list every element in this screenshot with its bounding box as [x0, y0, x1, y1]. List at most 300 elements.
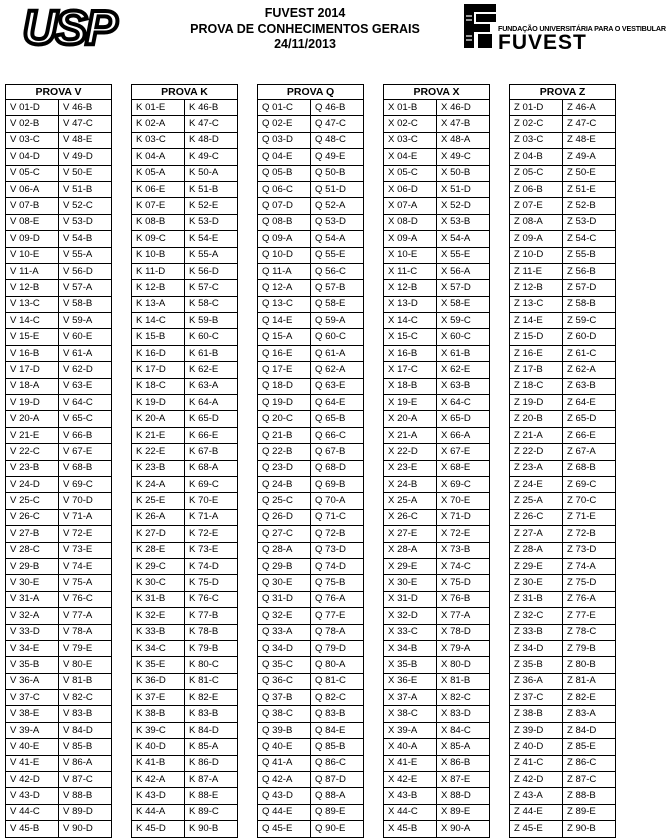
answer-cell: K 24-A	[132, 476, 185, 492]
answer-cell: X 86-B	[437, 755, 490, 771]
answer-cell: X 19-E	[384, 395, 437, 411]
answer-cell: Q 62-A	[311, 362, 364, 378]
table-row	[384, 493, 490, 509]
table-row	[258, 526, 364, 542]
answer-cell: X 10-E	[384, 247, 437, 263]
answer-cell: X 84-C	[437, 722, 490, 738]
answer-cell: K 08-B	[132, 214, 185, 230]
answer-cell: Q 66-C	[311, 427, 364, 443]
answer-cell: V 79-E	[59, 640, 112, 656]
answer-cell: Q 83-B	[311, 706, 364, 722]
answer-cell: X 24-B	[384, 476, 437, 492]
answer-cell: V 85-B	[59, 739, 112, 755]
table-row	[258, 558, 364, 574]
table-row	[6, 804, 112, 820]
answer-cell: X 02-C	[384, 116, 437, 132]
answer-cell: X 77-A	[437, 608, 490, 624]
answer-cell: Q 79-D	[311, 640, 364, 656]
table-row	[510, 722, 616, 738]
answer-cell: V 78-A	[59, 624, 112, 640]
answer-cell: Z 41-C	[510, 755, 563, 771]
answer-cell: V 33-D	[6, 624, 59, 640]
answer-cell: X 47-B	[437, 116, 490, 132]
answer-cell: X 58-E	[437, 296, 490, 312]
answer-cell: Z 70-C	[563, 493, 616, 509]
answer-cell: K 57-C	[185, 280, 238, 296]
answer-cell: V 75-A	[59, 575, 112, 591]
answer-cell: Z 34-D	[510, 640, 563, 656]
answer-cell: Z 59-C	[563, 313, 616, 329]
answer-cell: V 59-A	[59, 313, 112, 329]
answer-cell: V 69-C	[59, 476, 112, 492]
answer-cell: K 15-B	[132, 329, 185, 345]
answer-cell: Z 24-E	[510, 476, 563, 492]
answer-cell: Q 55-E	[311, 247, 364, 263]
answer-cell: V 11-A	[6, 263, 59, 279]
table-row	[258, 493, 364, 509]
answer-cell: K 17-D	[132, 362, 185, 378]
answer-cell: Q 45-E	[258, 821, 311, 837]
answer-cell: Z 55-B	[563, 247, 616, 263]
answer-cell: K 39-C	[132, 722, 185, 738]
answer-cell: K 60-C	[185, 329, 238, 345]
answer-cell: X 55-E	[437, 247, 490, 263]
table-row	[258, 198, 364, 214]
answer-cell: X 44-C	[384, 804, 437, 820]
answer-cell: Z 38-B	[510, 706, 563, 722]
table-row	[6, 788, 112, 804]
answer-cell: V 77-A	[59, 608, 112, 624]
answer-cell: K 21-E	[132, 427, 185, 443]
table-row	[384, 526, 490, 542]
answer-cell: Z 14-E	[510, 313, 563, 329]
answer-cell: X 75-D	[437, 575, 490, 591]
answer-cell: Z 07-E	[510, 198, 563, 214]
table-row	[6, 542, 112, 558]
answer-cell: V 90-D	[59, 821, 112, 837]
table-row	[6, 345, 112, 361]
answer-cell: X 22-D	[384, 444, 437, 460]
table-row	[510, 509, 616, 525]
answer-cell: Z 85-E	[563, 739, 616, 755]
answer-cell: Z 03-C	[510, 132, 563, 148]
answer-cell: Z 11-E	[510, 263, 563, 279]
answer-cell: X 14-C	[384, 313, 437, 329]
answer-cell: Q 88-A	[311, 788, 364, 804]
table-row	[384, 575, 490, 591]
answer-cell: X 01-B	[384, 100, 437, 116]
table-row	[510, 608, 616, 624]
table-row	[132, 821, 238, 837]
table-row	[384, 427, 490, 443]
answer-cell: X 79-A	[437, 640, 490, 656]
answer-cell: V 36-A	[6, 673, 59, 689]
table-row	[6, 444, 112, 460]
answer-cell: V 57-A	[59, 280, 112, 296]
answer-cell: X 25-A	[384, 493, 437, 509]
answer-cell: Q 49-E	[311, 149, 364, 165]
answer-cell: K 19-D	[132, 395, 185, 411]
answer-cell: V 43-D	[6, 788, 59, 804]
table-row	[258, 280, 364, 296]
answer-cell: Z 37-C	[510, 690, 563, 706]
answer-cell: Z 27-A	[510, 526, 563, 542]
answer-cell: Q 33-A	[258, 624, 311, 640]
answer-cell: X 49-C	[437, 149, 490, 165]
answer-cell: Z 01-D	[510, 100, 563, 116]
answer-cell: Z 06-B	[510, 181, 563, 197]
answer-cell: V 82-C	[59, 690, 112, 706]
answer-cell: K 09-C	[132, 231, 185, 247]
table-row	[510, 149, 616, 165]
answer-cell: X 17-C	[384, 362, 437, 378]
table-row	[510, 739, 616, 755]
table-row	[258, 706, 364, 722]
table-row	[132, 362, 238, 378]
answer-cell: V 04-D	[6, 149, 59, 165]
answer-cell: Q 69-B	[311, 476, 364, 492]
table-row	[510, 231, 616, 247]
table-row	[510, 395, 616, 411]
table-row	[132, 313, 238, 329]
table-row	[384, 624, 490, 640]
answer-cell: X 54-A	[437, 231, 490, 247]
table-row	[258, 395, 364, 411]
table-row	[132, 116, 238, 132]
answer-cell: Q 14-E	[258, 313, 311, 329]
answer-cell: V 16-B	[6, 345, 59, 361]
table-row	[132, 329, 238, 345]
answer-cell: Q 27-C	[258, 526, 311, 542]
fuvest-subtitle: FUNDAÇÃO UNIVERSITÁRIA PARA O VESTIBULAR	[498, 24, 666, 33]
table-row	[258, 542, 364, 558]
answer-cell: X 23-E	[384, 460, 437, 476]
answer-cell: K 23-B	[132, 460, 185, 476]
answer-cell: Z 74-A	[563, 558, 616, 574]
table-row	[132, 542, 238, 558]
table-row	[6, 640, 112, 656]
answer-cell: K 02-A	[132, 116, 185, 132]
table-row	[384, 444, 490, 460]
answer-cell: V 48-E	[59, 132, 112, 148]
answer-cell: V 03-C	[6, 132, 59, 148]
table-row	[6, 493, 112, 509]
table-row	[6, 739, 112, 755]
answer-cell: K 22-E	[132, 444, 185, 460]
table-row	[510, 788, 616, 804]
answer-cell: K 75-D	[185, 575, 238, 591]
answer-cell: V 06-A	[6, 181, 59, 197]
table-row	[384, 821, 490, 837]
answer-cell: X 69-C	[437, 476, 490, 492]
answer-cell: Q 57-B	[311, 280, 364, 296]
answer-cell: X 53-B	[437, 214, 490, 230]
answer-cell: X 80-D	[437, 657, 490, 673]
table-row	[384, 296, 490, 312]
table-row	[132, 427, 238, 443]
exam-subtitle: PROVA DE CONHECIMENTOS GERAIS	[190, 21, 420, 36]
answer-cell: Z 87-C	[563, 772, 616, 788]
answer-cell: X 66-A	[437, 427, 490, 443]
table-row	[258, 329, 364, 345]
answer-cell: Q 74-D	[311, 558, 364, 574]
answer-cell: X 68-E	[437, 460, 490, 476]
answer-cell: K 16-D	[132, 345, 185, 361]
answer-cell: Z 75-D	[563, 575, 616, 591]
answer-cell: V 14-C	[6, 313, 59, 329]
answer-cell: Q 75-B	[311, 575, 364, 591]
answer-cell: K 86-D	[185, 755, 238, 771]
answer-cell: V 21-E	[6, 427, 59, 443]
answer-cell: X 85-A	[437, 739, 490, 755]
table-row	[6, 755, 112, 771]
answer-cell: Q 54-A	[311, 231, 364, 247]
answer-cell: Z 69-C	[563, 476, 616, 492]
answer-cell: X 83-D	[437, 706, 490, 722]
answer-cell: K 88-E	[185, 788, 238, 804]
answer-cell: X 05-C	[384, 165, 437, 181]
answer-table-q	[257, 84, 364, 838]
answer-cell: K 69-C	[185, 476, 238, 492]
answer-cell: Q 51-D	[311, 181, 364, 197]
answer-cell: Z 84-D	[563, 722, 616, 738]
answer-cell: V 34-E	[6, 640, 59, 656]
table-row	[132, 280, 238, 296]
table-row	[258, 231, 364, 247]
answer-cell: Z 05-C	[510, 165, 563, 181]
answer-cell: V 61-A	[59, 345, 112, 361]
table-row	[510, 411, 616, 427]
answer-cell: Q 63-E	[311, 378, 364, 394]
answer-cell: V 12-B	[6, 280, 59, 296]
table-row	[510, 657, 616, 673]
answer-cell: V 52-C	[59, 198, 112, 214]
answer-cell: Q 82-C	[311, 690, 364, 706]
answer-cell: K 53-D	[185, 214, 238, 230]
table-row	[258, 509, 364, 525]
answer-cell: Z 08-A	[510, 214, 563, 230]
table-row	[258, 460, 364, 476]
answer-cell: K 72-E	[185, 526, 238, 542]
answer-cell: X 08-D	[384, 214, 437, 230]
answer-cell: V 58-B	[59, 296, 112, 312]
answer-cell: K 66-E	[185, 427, 238, 443]
answer-cell: X 78-D	[437, 624, 490, 640]
answer-cell: Z 82-E	[563, 690, 616, 706]
answer-cell: Z 86-C	[563, 755, 616, 771]
answer-cell: Q 67-B	[311, 444, 364, 460]
answer-cell: X 21-A	[384, 427, 437, 443]
table-row	[384, 378, 490, 394]
answer-cell: V 22-C	[6, 444, 59, 460]
answer-cell: V 13-C	[6, 296, 59, 312]
table-row	[258, 411, 364, 427]
table-row	[258, 755, 364, 771]
answer-cell: X 90-A	[437, 821, 490, 837]
answer-cell: V 76-C	[59, 591, 112, 607]
table-row	[384, 247, 490, 263]
answer-cell: K 07-E	[132, 198, 185, 214]
answer-cell: Q 22-B	[258, 444, 311, 460]
answer-cell: V 83-B	[59, 706, 112, 722]
answer-cell: Z 44-E	[510, 804, 563, 820]
table-row	[6, 690, 112, 706]
table-row	[258, 788, 364, 804]
answer-cell: K 03-C	[132, 132, 185, 148]
answer-cell: Z 65-D	[563, 411, 616, 427]
table-row	[510, 673, 616, 689]
answer-cell: V 47-C	[59, 116, 112, 132]
answer-cell: Q 17-E	[258, 362, 311, 378]
table-row	[384, 362, 490, 378]
table-row	[510, 804, 616, 820]
answer-cell: K 42-A	[132, 772, 185, 788]
answer-cell: X 39-A	[384, 722, 437, 738]
answer-cell: K 06-E	[132, 181, 185, 197]
table-row	[132, 755, 238, 771]
answer-cell: Q 29-B	[258, 558, 311, 574]
table-row	[510, 558, 616, 574]
answer-table-k	[131, 84, 238, 838]
fuvest-mark-icon	[462, 2, 498, 50]
table-row	[510, 198, 616, 214]
answer-table-title: PROVA K	[132, 85, 238, 100]
table-row	[384, 100, 490, 116]
table-row	[510, 181, 616, 197]
answer-cell: X 13-D	[384, 296, 437, 312]
table-row	[258, 739, 364, 755]
answer-table-x	[383, 84, 490, 838]
table-row	[6, 231, 112, 247]
answer-cell: V 62-D	[59, 362, 112, 378]
table-row	[258, 673, 364, 689]
answer-cell: X 09-A	[384, 231, 437, 247]
table-row	[384, 313, 490, 329]
answer-cell: X 16-B	[384, 345, 437, 361]
table-row	[258, 608, 364, 624]
table-row	[384, 263, 490, 279]
usp-logo-text: USP	[22, 2, 116, 55]
answer-cell: X 36-E	[384, 673, 437, 689]
table-row	[6, 673, 112, 689]
answer-cell: Z 35-B	[510, 657, 563, 673]
answer-cell: Z 64-E	[563, 395, 616, 411]
answer-cell: V 84-D	[59, 722, 112, 738]
table-row	[384, 181, 490, 197]
answer-cell: X 81-B	[437, 673, 490, 689]
answer-cell: X 87-E	[437, 772, 490, 788]
answer-cell: K 01-E	[132, 100, 185, 116]
answer-cell: X 56-A	[437, 263, 490, 279]
table-row	[132, 460, 238, 476]
answer-cell: K 70-E	[185, 493, 238, 509]
answer-cell: Z 25-A	[510, 493, 563, 509]
table-row	[132, 673, 238, 689]
table-row	[258, 345, 364, 361]
answer-cell: K 37-E	[132, 690, 185, 706]
answer-cell: K 58-C	[185, 296, 238, 312]
answer-cell: Z 22-D	[510, 444, 563, 460]
answer-cell: Z 72-B	[563, 526, 616, 542]
table-row	[132, 132, 238, 148]
answer-cell: V 01-D	[6, 100, 59, 116]
answer-cell: Z 45-E	[510, 821, 563, 837]
answer-cell: X 11-C	[384, 263, 437, 279]
table-row	[384, 558, 490, 574]
answer-cell: Z 20-B	[510, 411, 563, 427]
table-row	[384, 788, 490, 804]
answer-cell: V 72-E	[59, 526, 112, 542]
answer-cell: V 24-D	[6, 476, 59, 492]
answer-cell: Z 77-E	[563, 608, 616, 624]
table-row	[132, 296, 238, 312]
answer-cell: Z 16-E	[510, 345, 563, 361]
answer-cell: Q 21-B	[258, 427, 311, 443]
answer-cell: Z 63-B	[563, 378, 616, 394]
answer-table-title: PROVA Q	[258, 85, 364, 100]
answer-cell: X 62-E	[437, 362, 490, 378]
answer-cell: Q 70-A	[311, 493, 364, 509]
answer-cell: Z 43-A	[510, 788, 563, 804]
table-row	[132, 149, 238, 165]
answer-cell: X 12-B	[384, 280, 437, 296]
answer-cell: V 19-D	[6, 395, 59, 411]
table-row	[6, 214, 112, 230]
answer-cell: Z 78-C	[563, 624, 616, 640]
answer-cell: X 20-A	[384, 411, 437, 427]
answer-cell: Q 06-C	[258, 181, 311, 197]
answer-cell: Z 50-E	[563, 165, 616, 181]
answer-cell: Z 80-B	[563, 657, 616, 673]
answer-cell: Z 56-B	[563, 263, 616, 279]
answer-cell: V 73-E	[59, 542, 112, 558]
answer-cell: Q 47-C	[311, 116, 364, 132]
answer-cell: K 48-D	[185, 132, 238, 148]
answer-cell: X 42-E	[384, 772, 437, 788]
answer-cell: Z 79-B	[563, 640, 616, 656]
answer-cell: Q 87-D	[311, 772, 364, 788]
answer-cell: Q 19-D	[258, 395, 311, 411]
table-row	[384, 755, 490, 771]
answer-cell: Q 18-D	[258, 378, 311, 394]
table-row	[132, 198, 238, 214]
answer-cell: X 03-C	[384, 132, 437, 148]
table-row	[132, 493, 238, 509]
answer-cell: Z 15-D	[510, 329, 563, 345]
answer-cell: Z 19-D	[510, 395, 563, 411]
answer-cell: Q 02-E	[258, 116, 311, 132]
answer-cell: V 28-C	[6, 542, 59, 558]
answer-cell: V 42-D	[6, 772, 59, 788]
table-row	[384, 280, 490, 296]
answer-cell: K 26-A	[132, 509, 185, 525]
table-row	[258, 214, 364, 230]
table-row	[258, 100, 364, 116]
answer-cell: Q 78-A	[311, 624, 364, 640]
table-row	[6, 313, 112, 329]
usp-logo	[6, 2, 132, 55]
answer-cell: K 64-A	[185, 395, 238, 411]
answer-cell: V 71-A	[59, 509, 112, 525]
table-row	[6, 460, 112, 476]
table-row	[510, 460, 616, 476]
answer-cell: Z 18-C	[510, 378, 563, 394]
answer-cell: X 45-B	[384, 821, 437, 837]
table-row	[132, 345, 238, 361]
table-row	[258, 149, 364, 165]
answer-cell: Z 57-D	[563, 280, 616, 296]
table-row	[258, 444, 364, 460]
